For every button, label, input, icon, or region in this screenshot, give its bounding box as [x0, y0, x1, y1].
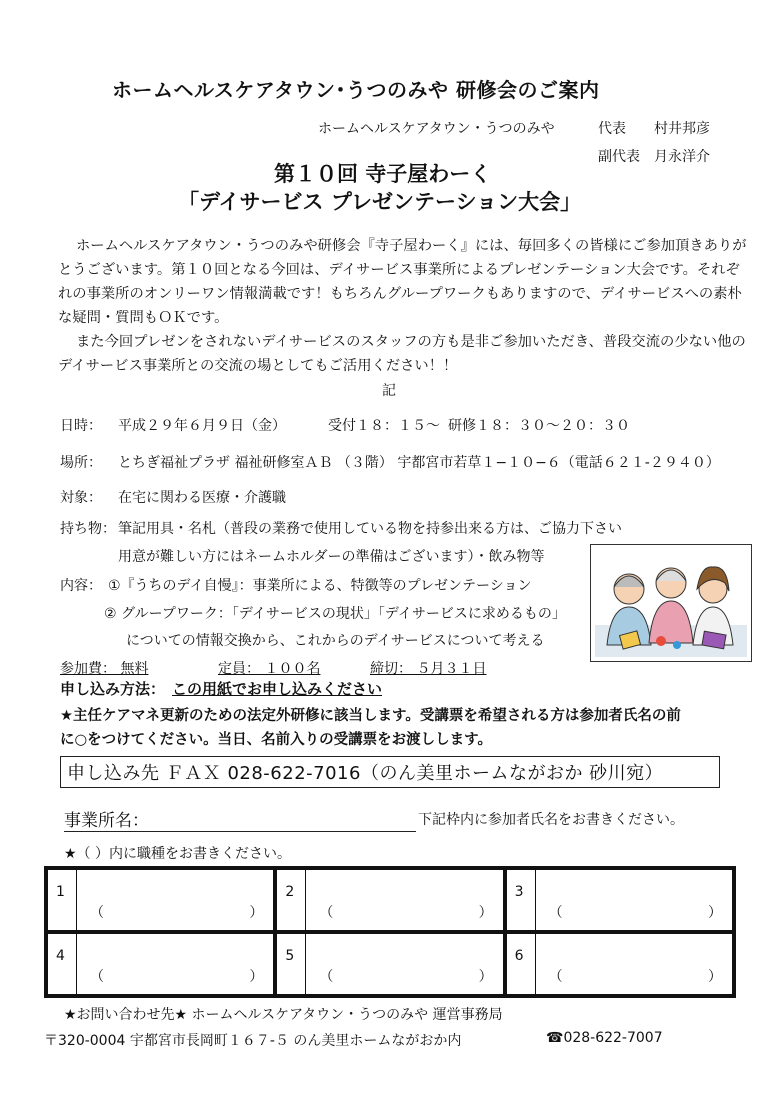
paren-open: （: [319, 905, 334, 921]
ceu-note-line-1: ★主任ケアマネ更新のための法定外研修に該当します。受講票を希望される方は参加者氏名の前: [60, 708, 681, 724]
office-name-label: 事業所名：: [64, 806, 416, 832]
inquiry-contact: ★お問い合わせ先★ ホームヘルスケアタウン・うつのみや 運営事務局: [64, 1007, 503, 1023]
slot-number: 5: [285, 948, 295, 964]
deadline: 締切： ５月３１日: [370, 661, 487, 677]
slot-divider: [76, 870, 77, 930]
content-label: 内容：: [60, 578, 102, 594]
items-label: 持ち物：: [60, 521, 116, 537]
slot-number: 1: [56, 884, 65, 900]
event-subtitle: 第１０回 寺子屋わーく: [274, 162, 492, 186]
content-line-1: ①『うちのデイ自慢』：事業所による、特徴等のプレゼンテーション: [108, 578, 532, 594]
slot-number: 2: [285, 884, 295, 900]
slot-divider: [535, 934, 536, 994]
footer-phone: ☎028-622-7007: [546, 1030, 663, 1046]
slot-divider: [305, 934, 306, 994]
items-line-2: 用意が難しい方にはネームホルダーの準備はございます）・飲み物等: [118, 549, 545, 565]
organization-name: ホームヘルスケアタウン・うつのみや: [318, 121, 555, 137]
paren-close: ）: [249, 969, 264, 985]
event-main-title: 「デイサービス プレゼンテーション大会」: [178, 190, 582, 214]
apply-method-label: 申し込み方法：: [60, 680, 166, 698]
paren-open: （: [548, 905, 563, 921]
date-label: 日時：: [60, 418, 102, 434]
job-type-note: ★（ ）内に職種をお書きください。: [64, 846, 292, 862]
slot-number: 6: [514, 948, 524, 964]
slot-number: 3: [514, 884, 524, 900]
fee: 参加費： 無料: [60, 661, 149, 677]
paren-close: ）: [478, 969, 493, 985]
paren-open: （: [319, 969, 334, 985]
intro-paragraph-1: ホームヘルスケアタウン・うつのみや研修会『寺子屋わーく』には、毎回多くの皆様にご参加頂きありがとうございます。第１０回となる今回は、デイサービス事業所によるプレゼンテーション大会です。それぞれの事業所のオンリーワン情報満載です！もちろんグループワークもありますので、デイサービスへの素朴な疑問・質問もＯＫです。: [58, 238, 747, 326]
items-line-1: 筆記用具・名札（普段の業務で使用している物を持参出来る方は、ご協力下さい: [118, 521, 622, 537]
slot-divider: [76, 934, 77, 994]
participant-slot-3[interactable]: [507, 870, 732, 930]
ceu-note-line-2: に○をつけてください。当日、名前入りの受講票をお渡しします。: [60, 732, 492, 748]
participant-slot-6[interactable]: [507, 934, 732, 994]
date-value: 平成２９年６月９日（金）: [118, 418, 286, 434]
training-time: 研修１８：３０〜２０：３０: [448, 418, 630, 434]
paren-close: ）: [249, 905, 264, 921]
place-label: 場所：: [60, 455, 102, 471]
ki-mark: 記: [382, 383, 396, 399]
paren-open: （: [90, 905, 104, 921]
content-line-2: ② グループワーク：「デイサービスの現状」「デイサービスに求めるもの」: [104, 606, 566, 622]
slot-divider: [305, 870, 306, 930]
vice-representative-name: 月永洋介: [654, 149, 710, 165]
content-line-3: についての情報交換から、これからのデイサービスについて考える: [126, 633, 545, 649]
apply-method-value: この用紙でお申し込みください: [172, 680, 383, 698]
footer-address: 〒320-0004 宇都宮市長岡町１６７-５ のん美里ホームながおか内: [44, 1033, 462, 1049]
place-value: とちぎ福祉プラザ 福祉研修室ＡＢ （３階） 宇都宮市若草１−１０−６（電話６２１-２９４０）: [118, 455, 720, 471]
participant-slot-1[interactable]: [48, 870, 273, 930]
slot-divider: [535, 870, 536, 930]
participant-grid: [44, 866, 736, 998]
participant-instruction: 下記枠内に参加者氏名をお書きください。: [418, 812, 684, 828]
target-value: 在宅に関わる医療・介護職: [118, 490, 286, 506]
illustration-frame: [590, 544, 752, 662]
slot-number: 4: [56, 948, 65, 964]
target-label: 対象：: [60, 490, 102, 506]
paren-close: ）: [707, 969, 722, 985]
representative-title: 代表: [598, 121, 626, 137]
office-name-field[interactable]: [64, 806, 416, 832]
participant-slot-2[interactable]: [277, 870, 502, 930]
paren-open: （: [548, 969, 563, 985]
intro-paragraph-2: また今回プレゼンをされないデイサービスのスタッフの方も是非ご参加いただき、普段交流の少ない他のデイサービス事業所との交流の場としてもご活用ください！！: [58, 334, 746, 374]
vice-representative-title: 副代表: [598, 149, 640, 165]
people-crafting-illustration: [591, 545, 751, 661]
participant-slot-5[interactable]: [277, 934, 502, 994]
reception-time: 受付１８：１５〜: [328, 418, 440, 434]
paren-close: ）: [478, 905, 493, 921]
page-title: ホームヘルスケアタウン･うつのみや 研修会のご案内: [112, 78, 600, 102]
paren-close: ）: [707, 905, 722, 921]
representative-name: 村井邦彦: [654, 121, 710, 137]
participant-slot-4[interactable]: [48, 934, 273, 994]
capacity: 定員： １００名: [218, 661, 321, 677]
paren-open: （: [90, 969, 104, 985]
fax-destination: 申し込み先 ＦＡＸ 028-622-7016（のん美里ホームながおか 砂川宛）: [60, 756, 720, 788]
